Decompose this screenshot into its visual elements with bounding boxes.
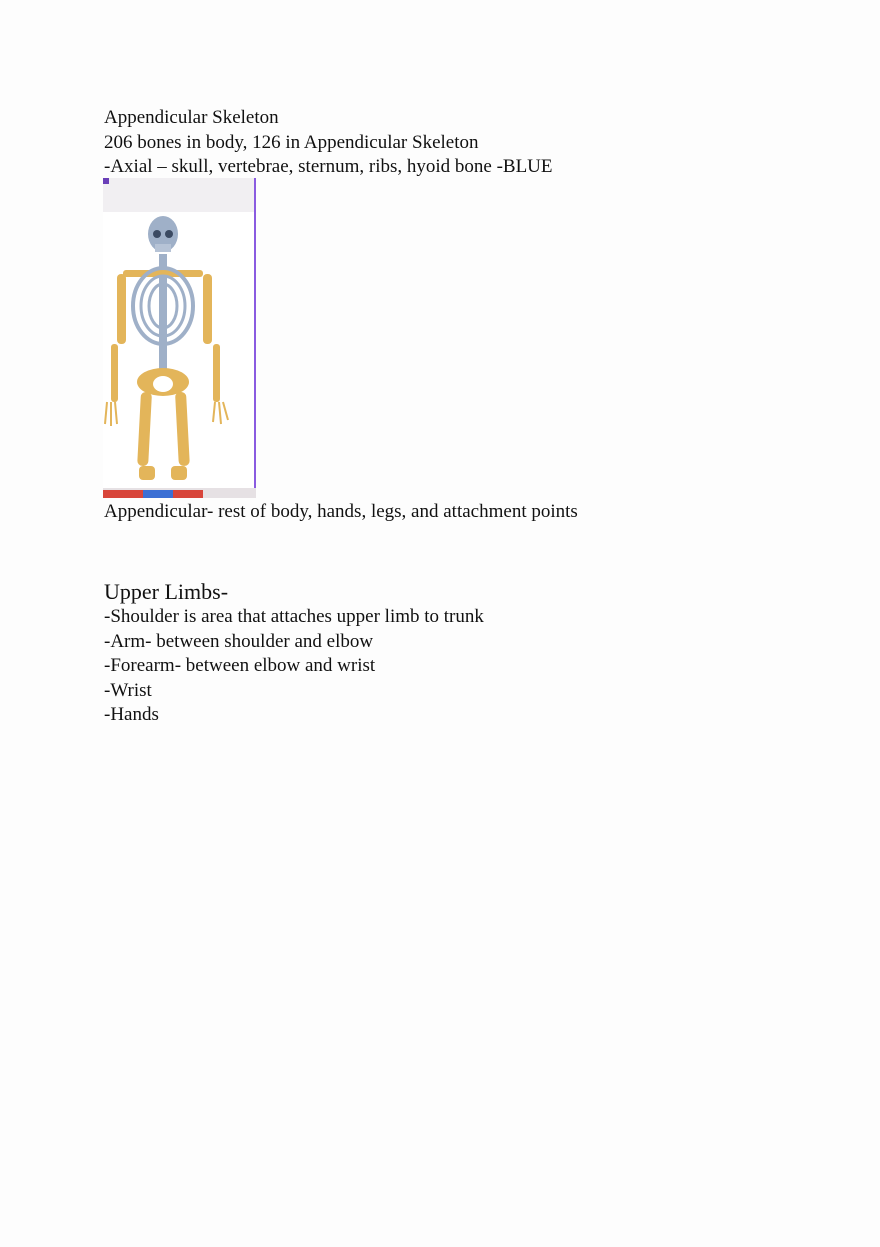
shoulder-line: -Shoulder is area that attaches upper limb to trunk <box>104 606 484 627</box>
appendicular-line: Appendicular- rest of body, hands, legs, and attachment points <box>104 501 578 522</box>
wrist-line: -Wrist <box>104 680 152 701</box>
upper-limbs-heading: Upper Limbs- <box>104 579 229 604</box>
axial-line: -Axial – skull, vertebrae, sternum, ribs, hyoid bone -BLUE <box>104 156 553 177</box>
skeleton-illustration <box>103 178 256 498</box>
forearm-line: -Forearm- between elbow and wrist <box>104 655 376 676</box>
skeleton-image <box>103 178 256 498</box>
doc-title: Appendicular Skeleton <box>104 107 279 128</box>
hands-line: -Hands <box>104 704 159 725</box>
arm-line: -Arm- between shoulder and elbow <box>104 631 374 652</box>
bone-count-line: 206 bones in body, 126 in Appendicular Skeleton <box>104 132 479 153</box>
